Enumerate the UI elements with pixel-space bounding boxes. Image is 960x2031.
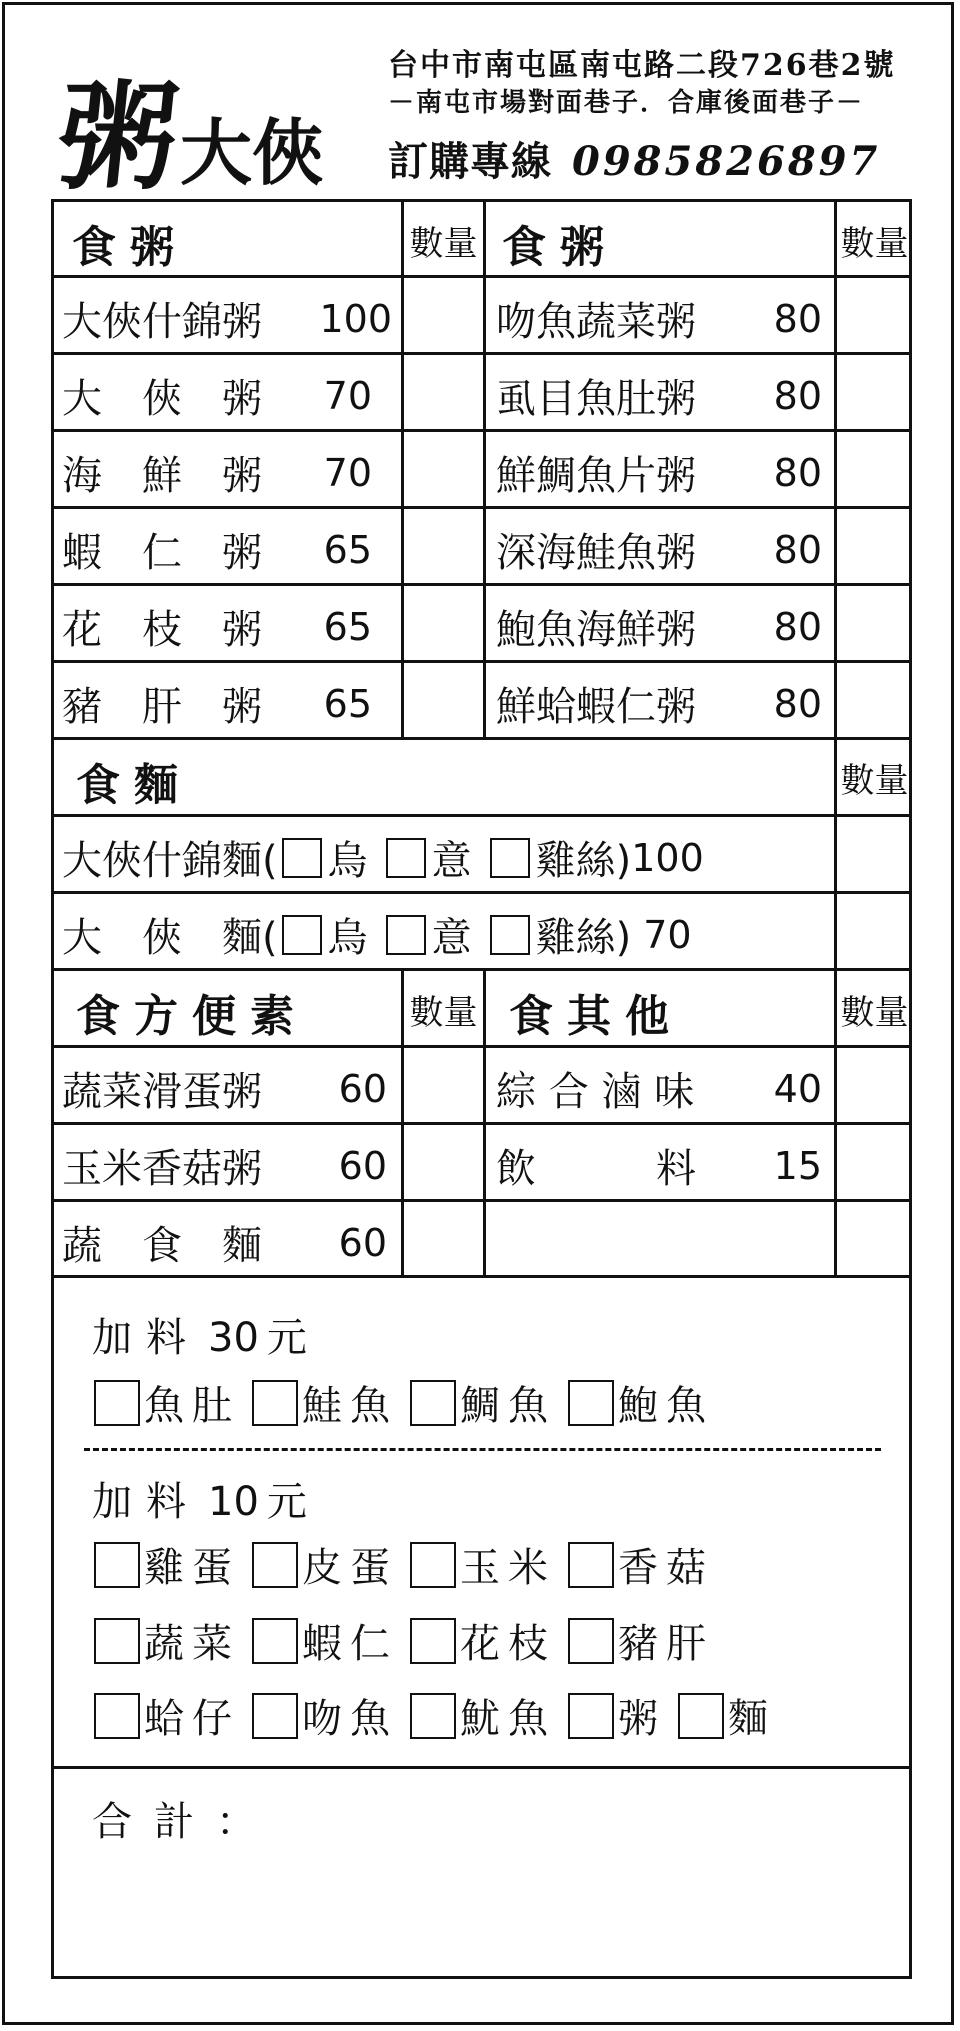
menu-item [62,367,372,424]
addon-option-label: 魷魚 [460,1696,556,1742]
item-price: 60 [338,1066,387,1111]
noodle-type-checkbox[interactable] [282,838,322,878]
addon-option-label: 蛤仔 [144,1696,240,1742]
item-price: 80 [773,527,822,572]
menu-item [496,444,822,501]
addon-checkbox[interactable] [94,1380,140,1426]
logo-store-name: 大俠 [180,110,325,195]
noodle-type-label: 意 [431,915,472,961]
total-field[interactable] [234,1782,884,1962]
item-name: 蔬菜滑蛋粥 [62,1069,262,1115]
addon-amount: 30 [208,1315,259,1361]
menu-item [62,1214,387,1271]
noodle-type-checkbox[interactable] [490,915,530,955]
item-price: 65 [323,527,372,572]
item-price: 40 [773,1066,822,1111]
item-price: 80 [773,373,822,418]
item-name: 玉米香菇粥 [62,1146,262,1192]
qty-cell[interactable] [837,278,912,352]
item-name: 虱目魚肚粥 [496,376,696,422]
addon-checkbox[interactable] [94,1693,140,1739]
qty-header: 數量 [840,224,909,264]
addon-label: 加料 [92,1315,200,1361]
item-price: 60 [338,1220,387,1265]
item-price: 70 [323,373,372,418]
order-hotline [388,130,880,187]
item-name: 鮑魚海鮮粥 [496,607,696,653]
addon-unit: 元 [266,1315,321,1361]
item-name: 海 鮮 粥 [62,453,262,499]
addon-unit: 元 [266,1479,321,1525]
addon-option-label: 鮭魚 [302,1383,398,1429]
addon-option-label: 鮑魚 [618,1383,714,1429]
addon-30-options [94,1374,726,1431]
store-location-note: －南屯市場對面巷子．合庫後面巷子－ [388,88,865,118]
item-price: 80 [773,296,822,341]
addon-option-label: 麵 [728,1696,776,1742]
item-name: 深海鮭魚粥 [496,530,696,576]
menu-item [496,598,822,655]
addon-checkbox[interactable] [410,1618,456,1664]
noodles-title: 食麵 [76,760,192,811]
addon-checkbox[interactable] [252,1618,298,1664]
addon-option-label: 吻魚 [302,1696,398,1742]
noodle-type-label: 雞絲) [535,838,632,884]
noodle-type-label: 烏 [327,838,368,884]
addon-10-options-row [94,1612,726,1669]
addon-10-options-row [94,1687,788,1744]
item-name: 蝦 仁 粥 [62,530,262,576]
item-price: 65 [323,604,372,649]
qty-cell[interactable] [404,278,483,352]
noodle-type-checkbox[interactable] [490,838,530,878]
menu-item [62,675,372,732]
menu-item [62,521,372,578]
item-price: 100 [319,296,392,341]
phone-label: 訂購專線 [388,138,552,185]
menu-item [496,521,822,578]
porridge-title-right: 食粥 [502,222,618,273]
addon-checkbox[interactable] [410,1542,456,1588]
porridge-title-left: 食粥 [72,222,188,273]
store-address: 台中市南屯區南屯路二段726巷2號 [388,48,896,83]
item-name: 大俠什錦粥 [62,299,262,345]
menu-item [62,444,372,501]
menu-item [496,367,822,424]
menu-item [62,290,392,347]
dashed-divider [84,1448,881,1451]
addon-checkbox[interactable] [94,1618,140,1664]
item-price: 80 [773,604,822,649]
item-name: 大 俠 麵( [62,915,278,961]
item-name: 飲 料 [496,1146,696,1192]
menu-item [62,1137,387,1194]
item-price: 65 [323,681,372,726]
addon-option-label: 豬肝 [618,1621,714,1667]
addon-checkbox[interactable] [252,1693,298,1739]
addon-checkbox[interactable] [252,1542,298,1588]
other-title: 食其他 [509,991,683,1042]
addon-option-label: 玉米 [460,1545,556,1591]
item-name: 大俠什錦麵( [62,838,278,884]
addon-option-label: 皮蛋 [302,1545,398,1591]
noodle-type-label: 雞絲) [535,915,632,961]
addon-option-label: 鯛魚 [460,1383,556,1429]
menu-item [496,1060,822,1117]
addon-option-label: 蝦仁 [302,1621,398,1667]
fast-food-title: 食方便素 [76,991,308,1042]
noodle-item [62,829,704,886]
order-table [51,199,912,1979]
addon-label: 加料 [92,1479,200,1525]
addon-option-label: 雞蛋 [144,1545,240,1591]
item-price: 70 [643,912,692,957]
item-price: 60 [338,1143,387,1188]
addon-checkbox[interactable] [568,1380,614,1426]
item-name: 蔬 食 麵 [62,1223,262,1269]
noodle-type-label: 意 [431,838,472,884]
item-name: 豬 肝 粥 [62,684,262,730]
item-name: 大 俠 粥 [62,376,262,422]
addon-option-label: 花枝 [460,1621,556,1667]
addon-10-title [92,1470,321,1527]
addon-option-label: 粥 [618,1696,666,1742]
noodle-type-checkbox[interactable] [386,838,426,878]
addon-option-label: 蔬菜 [144,1621,240,1667]
logo-big-char: 粥 [51,67,181,206]
addon-30-title [92,1306,321,1363]
menu-item [496,290,822,347]
menu-item [62,1060,387,1117]
addon-checkbox[interactable] [252,1380,298,1426]
item-name: 吻魚蔬菜粥 [496,299,696,345]
addon-amount: 10 [208,1479,259,1525]
addon-checkbox[interactable] [410,1380,456,1426]
item-price: 80 [773,450,822,495]
menu-item [496,675,822,732]
addon-checkbox[interactable] [568,1618,614,1664]
addon-checkbox[interactable] [678,1693,724,1739]
item-name: 鮮鯛魚片粥 [496,453,696,499]
addon-checkbox[interactable] [410,1693,456,1739]
addon-option-label: 魚肚 [144,1383,240,1429]
noodle-type-checkbox[interactable] [282,915,322,955]
addon-option-label: 香菇 [618,1545,714,1591]
noodle-type-checkbox[interactable] [386,915,426,955]
item-price: 80 [773,681,822,726]
store-logo [51,42,325,212]
phone-number: 0985826897 [572,138,881,185]
menu-item [496,1137,822,1194]
addon-checkbox[interactable] [568,1693,614,1739]
item-price: 70 [323,450,372,495]
noodle-item [62,906,692,963]
noodle-type-label: 烏 [327,915,368,961]
item-name: 鮮蛤蝦仁粥 [496,684,696,730]
qty-header: 數量 [840,761,909,801]
addon-checkbox[interactable] [568,1542,614,1588]
menu-item [62,598,372,655]
total-label: 合計： [92,1799,278,1845]
qty-header: 數量 [409,224,478,264]
item-price: 15 [773,1143,822,1188]
addon-10-options-row [94,1536,726,1593]
item-name: 花 枝 粥 [62,607,262,653]
qty-header: 數量 [840,993,909,1033]
qty-header: 數量 [409,993,478,1033]
addon-checkbox[interactable] [94,1542,140,1588]
item-name: 綜 合 滷 味 [496,1069,695,1115]
item-price: 100 [631,835,704,880]
